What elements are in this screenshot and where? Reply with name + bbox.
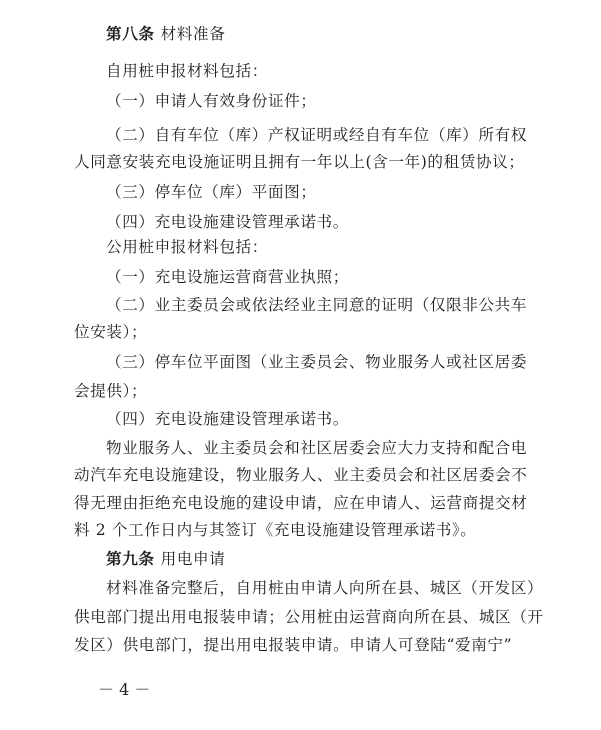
- article8-public_items-2-line: 位安装）；: [74, 323, 148, 341]
- article8-self_use_items-2-line: 人同意安装充电设施证明且拥有一年以上(含一年)的租赁协议；: [74, 153, 525, 171]
- article8-public_intro-line: 公用桩申报材料包括：: [106, 238, 268, 256]
- article8-self_use_items-4-line: （四）充电设施建设管理承诺书。: [106, 213, 349, 231]
- page-number: － 4 －: [98, 680, 151, 699]
- article8-public_items-3-line: （三）停车位平面图（业主委员会、物业服务人或社区居委: [106, 353, 528, 371]
- article9-paragraph-1-line: 供电部门提出用电报装申请；公用桩由运营商向所在县、城区（开: [74, 608, 544, 626]
- article8-self_use_items-0-line: （一）申请人有效身份证件；: [106, 92, 317, 110]
- article8-paragraph-2-line: 得无理由拒绝充电设施的建设申请，应在申请人、运营商提交材: [74, 494, 528, 512]
- article9-number: 第九条: [106, 549, 155, 568]
- article9-paragraph-0-line: 材料准备完整后，自用桩由申请人向所在县、城区（开发区）: [106, 579, 544, 597]
- article9-paragraph-2-line: 发区）供电部门，提出用电报装申请。申请人可登陆“爱南宁”: [74, 636, 513, 654]
- article8-self_use_items-1-line: （二）自有车位（库）产权证明或经自有车位（库）所有权: [106, 126, 528, 144]
- article8-paragraph-3-line: 料 2 个工作日内与其签订《充电设施建设管理承诺书》。: [74, 521, 477, 539]
- article8-number: 第八条: [106, 24, 155, 43]
- article8-paragraph-1-line: 动汽车充电设施建设，物业服务人、业主委员会和社区居委会不: [74, 466, 528, 484]
- article8-title: 材料准备: [160, 25, 226, 43]
- article8-public_items-0-line: （一）充电设施运营商营业执照；: [106, 268, 349, 286]
- article8-public_items-5-line: （四）充电设施建设管理承诺书。: [106, 410, 349, 428]
- article8-self_use_items-3-line: （三）停车位（库）平面图；: [106, 183, 317, 201]
- article9-title: 用电申请: [160, 550, 226, 568]
- article8-self_use_intro-line: 自用桩申报材料包括：: [106, 62, 268, 80]
- article8-paragraph-0-line: 物业服务人、业主委员会和社区居委会应大力支持和配合电: [106, 439, 528, 457]
- article8-heading: [106, 24, 586, 44]
- article8-public_items-4-line: 会提供）；: [74, 382, 148, 400]
- article8-public_items-1-line: （二）业主委员会或依法经业主同意的证明（仅限非公共车: [106, 296, 528, 314]
- article9-heading: [106, 549, 586, 569]
